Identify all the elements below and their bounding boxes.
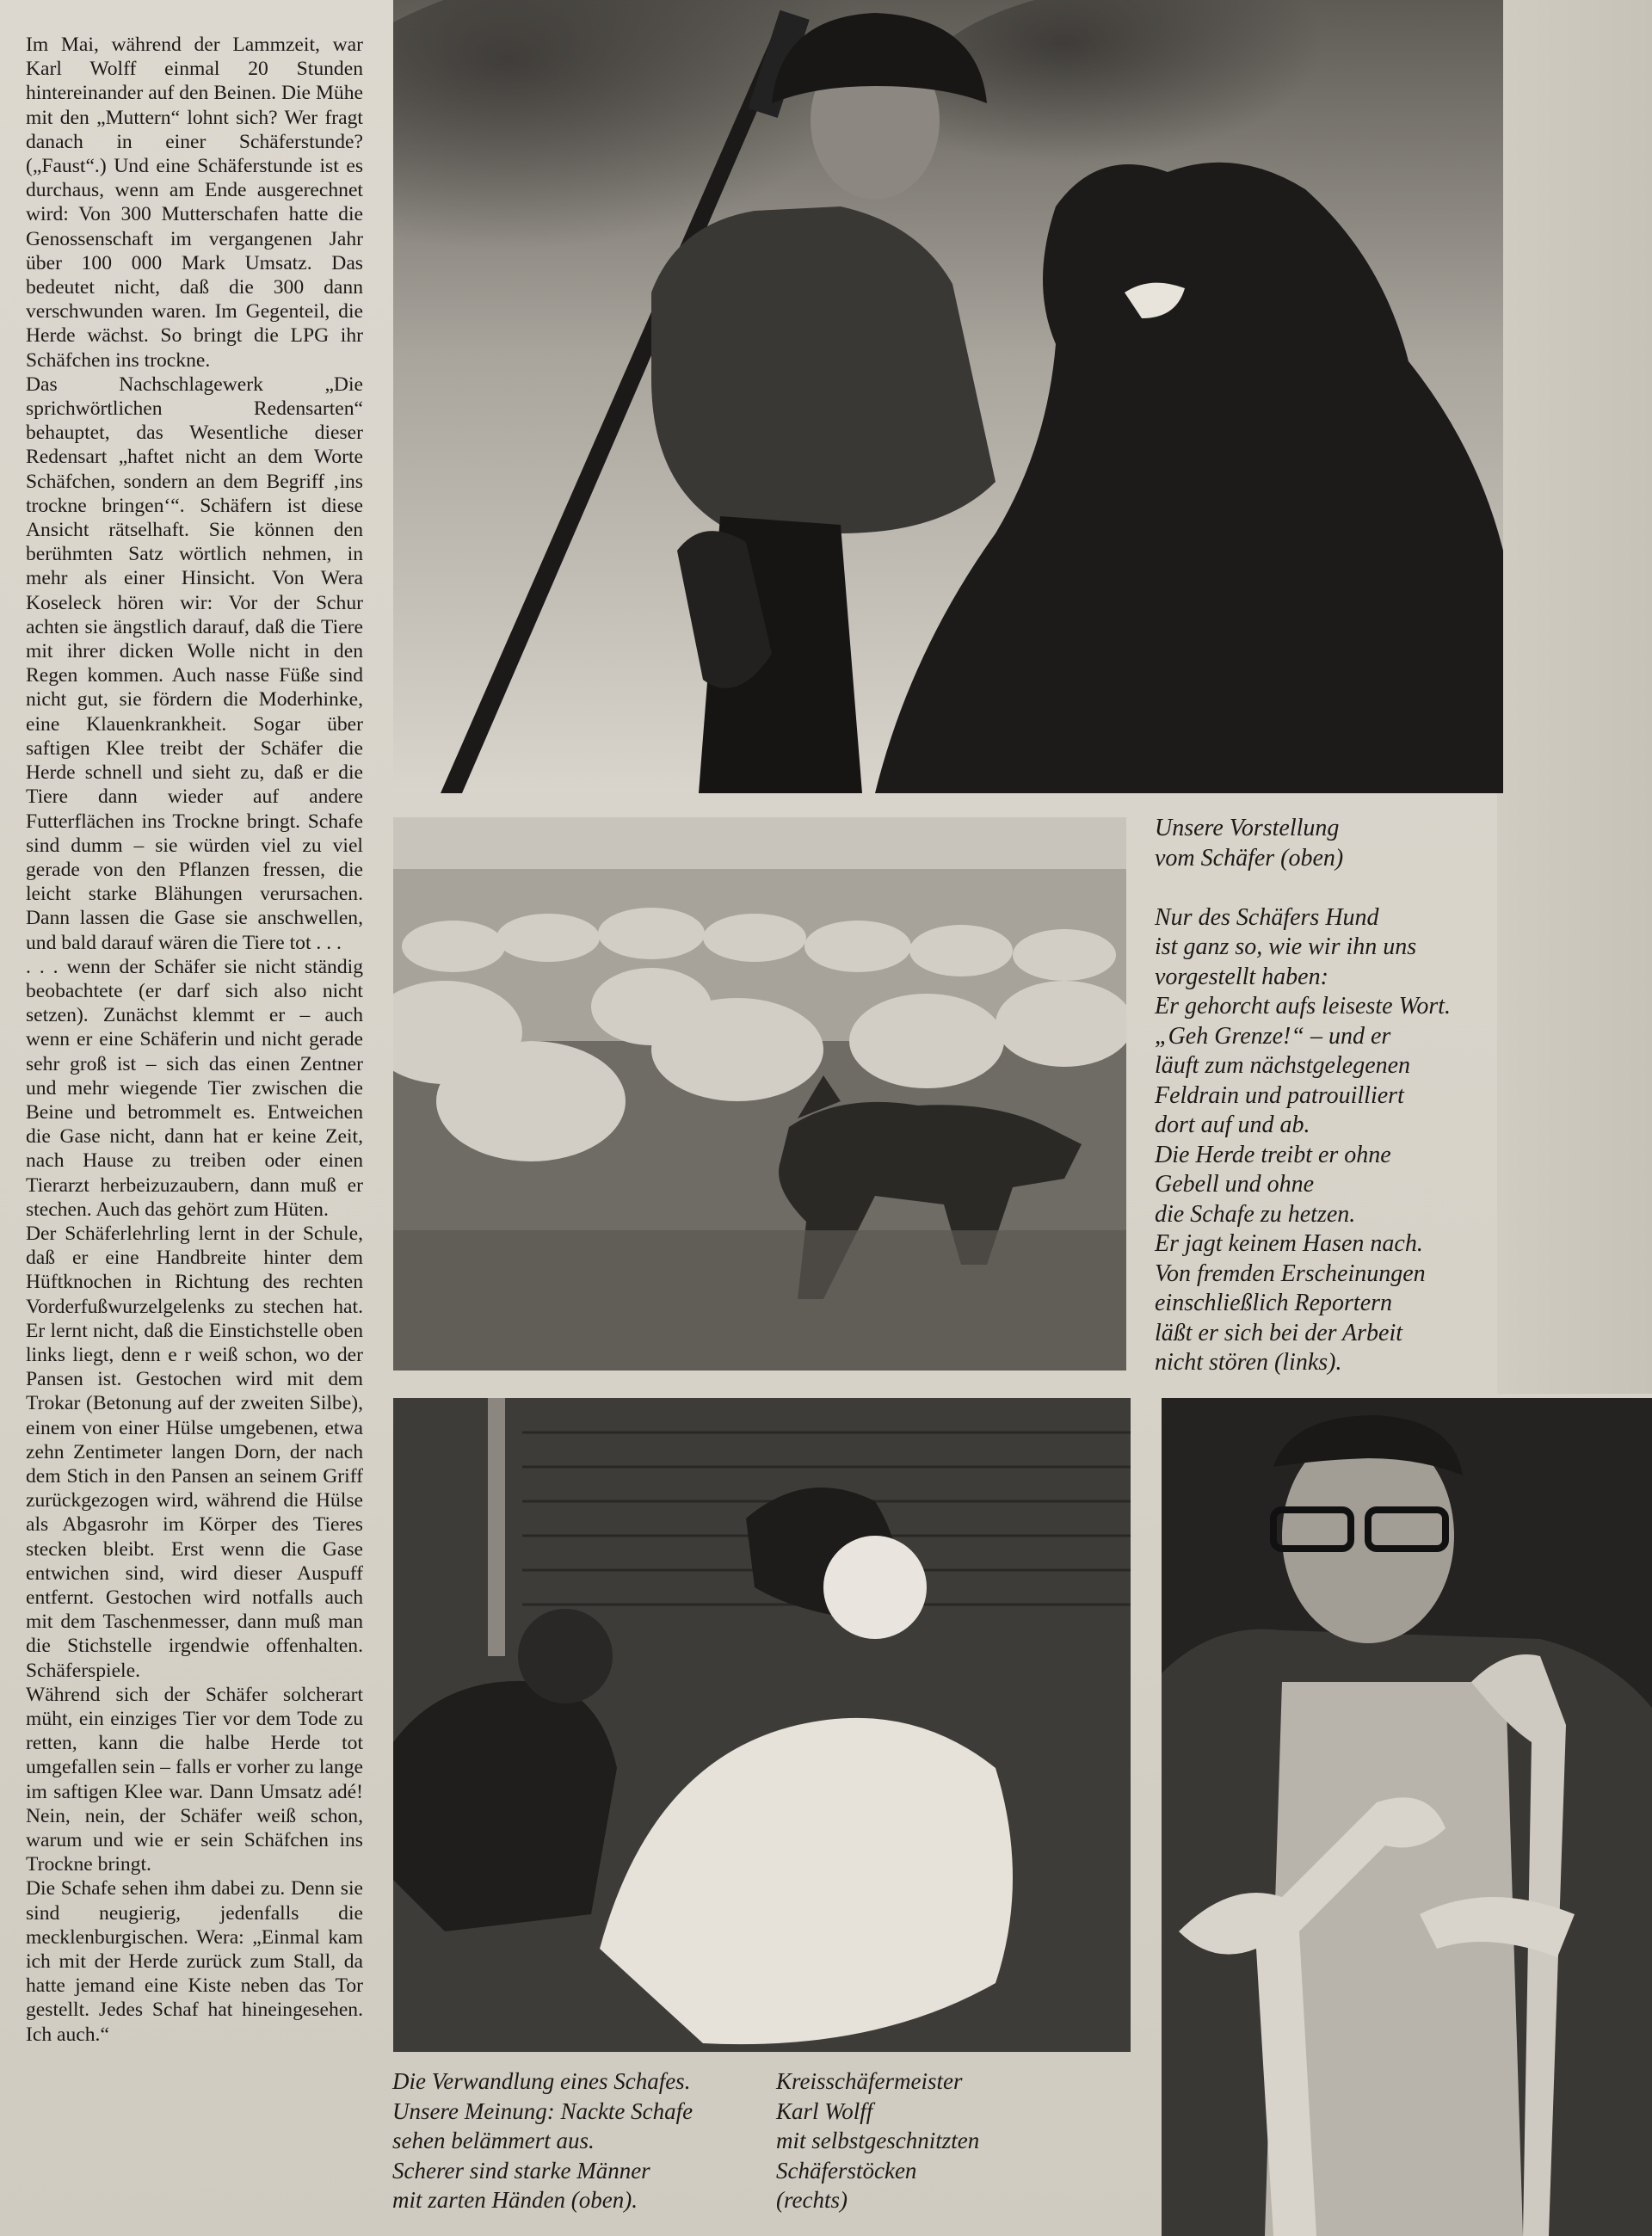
caption-master-shepherd: Kreisschäfermeister Karl Wolff mit selbstgeschnitzten Schäferstöcken (rechts) — [776, 2068, 980, 2213]
article-paragraph: Das Nachschlagewerk „Die sprichwörtlichen Redensarten“ behauptet, das Wesentliche dieser Redensart „haftet nicht an dem Worte Schäfchen, sondern an dem Begriff ‚ins trockne bringen‘“. Schäfern ist diese Ansicht rätselhaft. Sie können den berühmten Satz wörtlich nehmen, in mehr als einer Hinsicht. Von Wera Koseleck hören wir: Vor der Schur achten sie ängstlich darauf, daß die Tiere mit ihrer dicken Wolle nicht in den Regen kommen. Auch nasse Füße sind nicht gut, sie fördern die Moderhinke, eine Klauenkrankheit. Sogar über saftigen Klee treibt der Schäfer die Herde schnell und sieht zu, daß er die Tiere dann wieder auf andere Futterflächen ins Trockne bringt. Schafe sind dumm – sie würden viel zu viel gerade von den Pflanzen fressen, die leicht starke Blähungen verursachen. Dann lassen die Gase sie anschwellen, und bald darauf wären die Tiere tot . . . — [26, 373, 363, 954]
flock-photo-graphic — [393, 817, 1126, 1371]
caption-shepherd-and-dog: Unsere Vorstellung vom Schäfer (oben) Nur des Schäfers Hund ist ganz so, wie wir ihn uns vorgestellt haben: Er gehorcht aufs leiseste Wort. „Geh Grenze!“ – und er läuft zum nächstgelegenen Feldrain und patrouilliert dort auf und ab. Die Herde treibt er ohne Gebell und ohne die Schafe zu hetzen. Er jagt keinem Hasen nach. Von fremden Erscheinungen einschließlich Reportern läßt er sich bei der Arbeit nicht stören (links). — [1155, 815, 1452, 1376]
shearing-photo-graphic — [393, 1398, 1131, 2052]
shepherd-with-dog-photo — [393, 0, 1503, 793]
shepherd-photo-graphic — [393, 0, 1503, 793]
article-paragraph: Der Schäferlehrling lernt in der Schule, daß er eine Handbreite hinter dem Hüftknochen in Richtung des rechten Vorderfußwurzelgelenks zu stechen hat. Er lernt nicht, daß die Einstichstelle oben links liegt, denn e r weiß schon, wo der Pansen ist. Gestochen wird mit dem Trokar (Betonung auf der zweiten Silbe), einem von einer Hülse umgebenen, etwa zehn Zentimeter langen Dorn, der nach dem Stich in den Pansen an seinem Griff zurückgezogen wird, während die Hülse als Abgasrohr im Körper des Tieres stecken bleibt. Erst wenn die Gase entwichen sind, wird dieser Auspuff entfernt. Gestochen wird notfalls auch mit dem Taschenmesser, dann muß man die Stichstelle irgendwie offenhalten. Schäferspiele. — [26, 1222, 363, 1682]
master-shepherd-portrait-photo — [1162, 1398, 1652, 2236]
caption-shearing: Die Verwandlung eines Schafes. Unsere Meinung: Nackte Schafe sehen belämmert aus. Scherer sind starke Männer mit zarten Händen (oben). — [392, 2068, 693, 2213]
flock-with-dog-photo — [393, 817, 1126, 1371]
sheep-shearing-photo — [393, 1398, 1131, 2052]
article-paragraph: . . . wenn der Schäfer sie nicht ständig beobachtete (er darf sich also nicht setzen). Zunächst klemmt er – auch wenn er eine Schäferin und nicht gerade sehr groß ist – sich das einen Zentner und mehr wiegende Tier zwischen die Beine und betrommelt es. Entweichen die Gase nicht, dann hat er keine Zeit, nach Hause zu treiben oder einen Tierarzt herbeizuzaubern, dann muß er stechen. Auch das gehört zum Hüten. — [26, 955, 363, 1221]
article-paragraph: Während sich der Schäfer solcherart müht, ein einziges Tier vor dem Tode zu retten, kann die halbe Herde tot umgefallen sein – falls er vorher zu lange im saftigen Klee war. Dann Umsatz adé! Nein, nein, der Schäfer weiß schon, warum und wie er sein Schäfchen ins Trockne bringt. — [26, 1683, 363, 1876]
article-paragraph: Die Schafe sehen ihm dabei zu. Denn sie sind neugierig, jedenfalls die mecklenburgischen. Wera: „Einmal kam ich mit der Herde zurück zum Stall, da hatte jemand eine Kiste neben das Tor gestellt. Jedes Schaf hat hineingesehen. Ich auch.“ — [26, 1877, 363, 2046]
article-body — [26, 33, 363, 2231]
article-paragraph: Im Mai, während der Lammzeit, war Karl Wolff einmal 20 Stunden hintereinander auf den Beinen. Die Mühe mit den „Muttern“ lohnt sich? Wer fragt danach in einer Schäferstunde? („Faust“.) Und eine Schäferstunde ist es durchaus, wenn am Ende ausgerechnet wird: Von 300 Mutterschafen hatte die Genossenschaft im vergangenen Jahr über 100 000 Mark Umsatz. Das bedeutet nicht, daß die 300 dann verschwunden waren. Im Gegenteil, die Herde wächst. So bringt die LPG ihr Schäfchen ins trockne. — [26, 34, 363, 372]
master-photo-graphic — [1162, 1398, 1652, 2236]
